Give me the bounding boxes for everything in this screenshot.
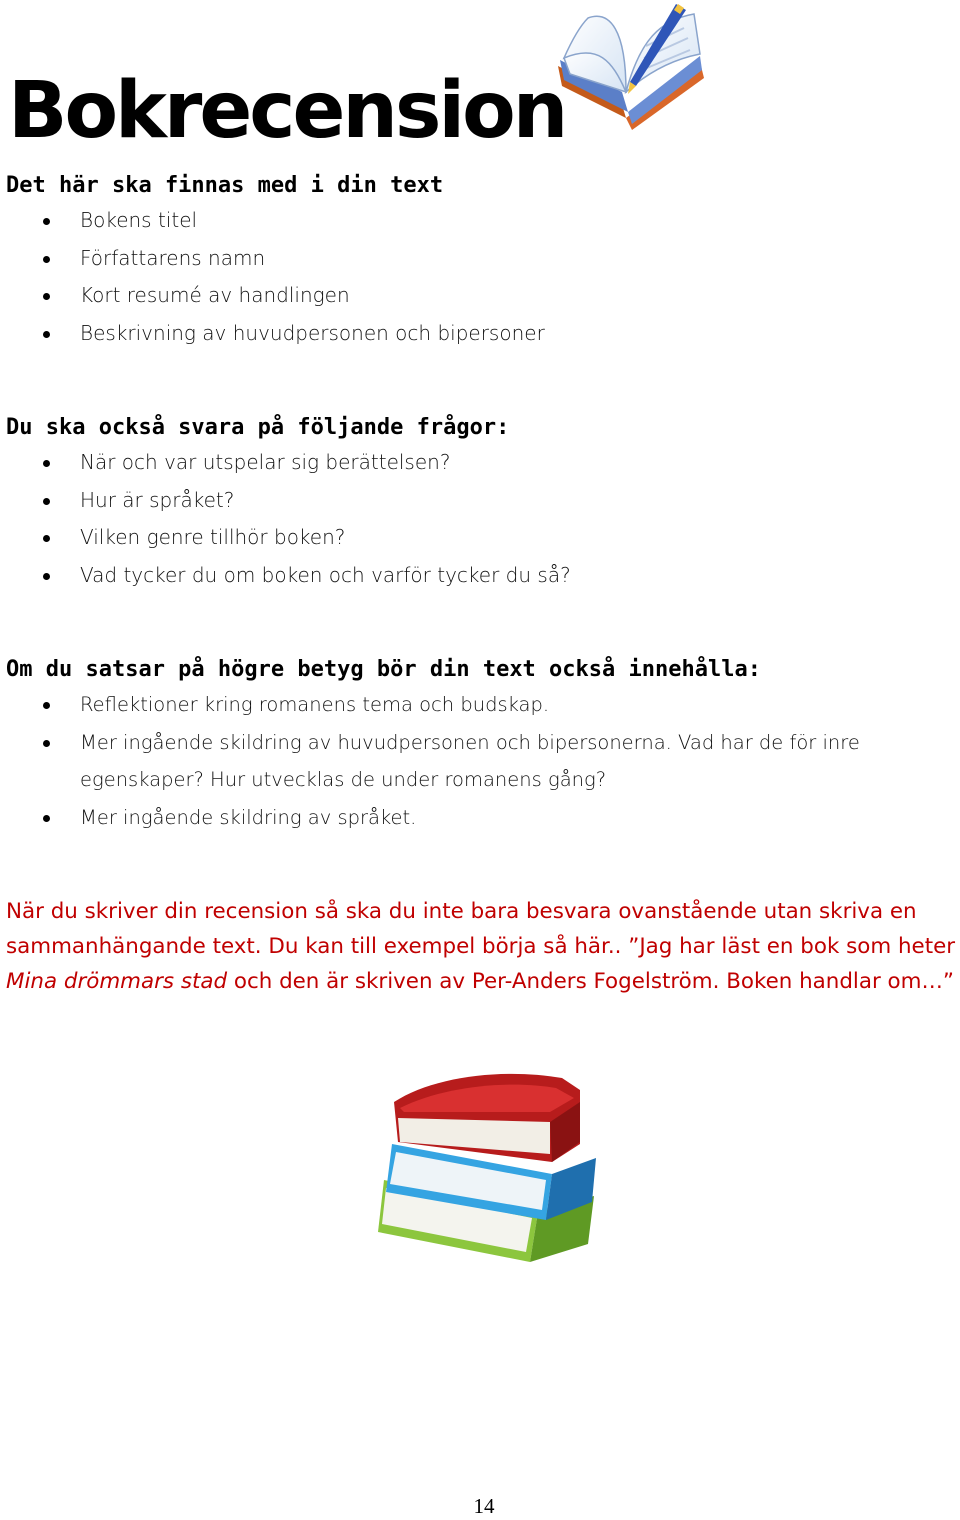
- section-heading: Du ska också svara på följande frågor:: [6, 415, 510, 440]
- list-item: Mer ingående skildring av huvudpersonen och bipersonerna. Vad har de för inre egenskaper? Hur utvecklas de under romanens gång?: [6, 724, 956, 799]
- required-content-section: [6, 170, 956, 352]
- list-item: Författarens namn: [6, 240, 956, 278]
- closing-text-start: När du skriver din recension så ska du inte bara besvara ovanstående utan skriva en sammanhängande text. Du kan till exempel börja så här.. ”Jag har läst en bok som heter: [6, 899, 956, 959]
- closing-instructions: [6, 894, 958, 999]
- book-title-example: Mina drömmars stad: [6, 969, 228, 994]
- questions-section: [6, 412, 956, 594]
- section-heading: Om du satsar på högre betyg bör din text också innehålla:: [6, 657, 761, 682]
- closing-text-end: och den är skriven av Per-Anders Fogelström. Boken handlar om…”: [227, 969, 954, 994]
- book-stack-icon: [374, 1062, 600, 1272]
- list-item: Kort resumé av handlingen: [6, 277, 956, 315]
- list-item: Reflektioner kring romanens tema och budskap.: [6, 686, 956, 724]
- page-title: Bokrecension: [8, 66, 566, 156]
- list-item: Bokens titel: [6, 202, 956, 240]
- list-item: Mer ingående skildring av språket.: [6, 799, 956, 837]
- list-item: Hur är språket?: [6, 482, 956, 520]
- page-number: 14: [473, 1494, 495, 1518]
- bullet-list: [6, 202, 956, 352]
- list-item: Vilken genre tillhör boken?: [6, 519, 956, 557]
- list-item: Beskrivning av huvudpersonen och bipersoner: [6, 315, 956, 353]
- bullet-list: [6, 444, 956, 594]
- open-book-pen-icon: [550, 0, 710, 130]
- bullet-list: [6, 686, 956, 836]
- higher-grade-section: [6, 654, 956, 836]
- list-item: När och var utspelar sig berättelsen?: [6, 444, 956, 482]
- section-heading: Det här ska finnas med i din text: [6, 173, 444, 198]
- list-item: Vad tycker du om boken och varför tycker du så?: [6, 557, 956, 595]
